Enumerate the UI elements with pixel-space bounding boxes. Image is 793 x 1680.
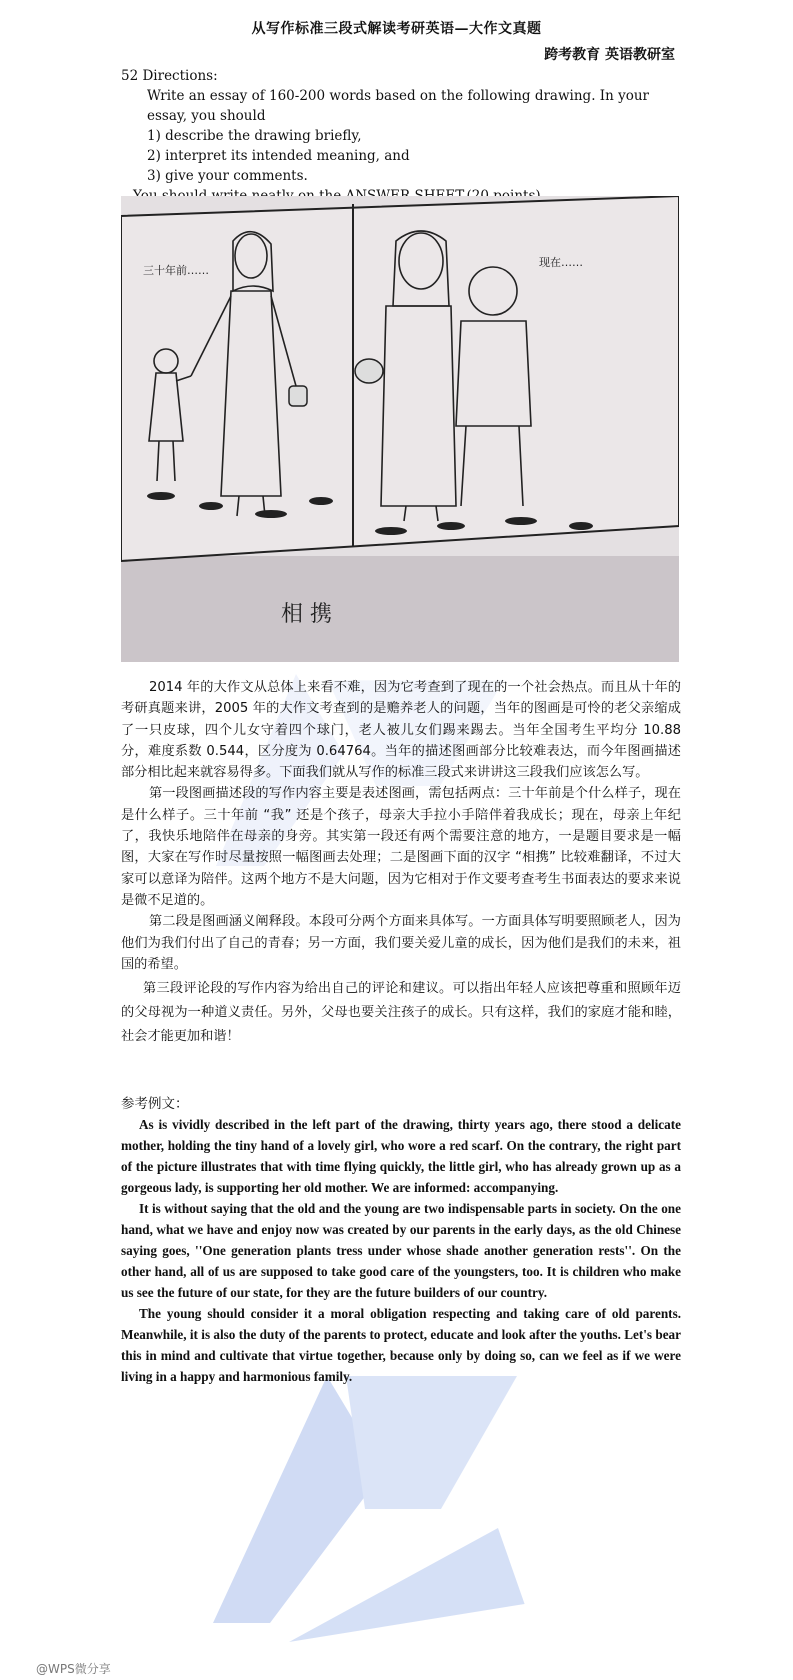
left-caption: 三十年前…… [143,264,209,277]
document-subtitle: 跨考教育 英语教研室 [544,47,675,63]
directions-item-2: 2) interpret its intended meaning, and [147,148,410,164]
directions-instruction: Write an essay of 160-200 words based on the following drawing. In your essay, you should [147,88,649,124]
directions-block [121,66,681,206]
handbag-icon [289,386,307,406]
directions-item-3: 3) give your comments. [147,168,308,184]
sample-essay-label: 参考例文： [121,1096,189,1112]
directions-heading: 52 Directions: [121,68,218,84]
analysis-paragraph-2: 第一段图画描述段的写作内容主要是表述图画，需包括两点：三十年前是个什么样子，现在是什么样子。三十年前 “我” 还是个孩子，母亲大手拉小手陪伴着我成长；现在，母亲上年纪了，我快乐地陪伴在母亲的身旁。其实第一段还有两个需要注意的地方，一是题目要求是一幅图，大家在写作时尽量按照一幅图画去处理；二是图画下面的汉字 “相携” 比较难翻译，不过大家可以意译为陪伴。这两个地方不是大问题，因为它相对于作文要考查考生书面表达的要求来说是微不足道的。 [121,786,681,908]
purse-icon [355,359,383,383]
wps-share-label: @WPS微分享 [36,1662,111,1676]
bottom-caption: 相 携 [281,602,332,627]
analysis-paragraph-1: 2014 年的大作文从总体上来看不难，因为它考查到了现在的一个社会热点。而且从十年的考研真题来讲，2005 年的大作文考查到的是赡养老人的问题，当年的图画是可怜的老父亲缩成了一只皮球，四个儿女守着四个球门，老人被儿女们踢来踢去。当年全国考生平均分 10.88 分，难度系数 0.544，区分度为 0.64764。当年的描述图画部分比较难表达，而今年图画描述部分相比起来就容易得多。下面我们就从写作的标准三段式来讲讲这三段我们应该怎么写。 [121,680,681,781]
sample-essay [121,1114,681,1387]
essay-paragraph-3: The young should consider it a moral obligation respecting and taking care of old parents. Meanwhile, it is also the duty of the parents to protect, educate and look after the youths. Let's bear this in mind and cultivate that virtue together, because only by doing so, can we feel as if we were living in a happy and harmonious family. [121,1306,681,1384]
analysis-section [121,677,681,1049]
document-title: 从写作标准三段式解读考研英语—大作文真题 [251,21,542,37]
analysis-paragraph-3: 第二段是图画涵义阐释段。本段可分两个方面来具体写。一方面具体写明要照顾老人，因为他们为我们付出了自己的青春；另一方面，我们要关爱儿童的成长，因为他们是我们的未来，祖国的希望。 [121,914,681,972]
essay-paragraph-2: It is without saying that the old and the young are two indispensable parts in society. On the one hand, what we have and enjoy now was created by our parents in the early days, as the old Chinese saying goes, ''One generation plants tress under whose shade another generation rests''. On the other hand, all of us are supposed to take good care of the youngsters, too. It is children who make us see the future of our state, for they are the future builders of our country. [121,1201,681,1300]
right-caption: 现在…… [539,256,583,269]
essay-paragraph-1: As is vividly described in the left part of the drawing, thirty years ago, there stood a delicate mother, holding the tiny hand of a lovely girl, who wore a red scarf. On the contrary, the right part of the picture illustrates that with time flying quickly, the little girl, who has already grown up as a gorgeous lady, is supporting her old mother. We are informed: accompanying. [121,1117,681,1195]
directions-item-1: 1) describe the drawing briefly, [147,128,362,144]
exam-drawing [121,196,679,662]
analysis-paragraph-4: 第三段评论段的写作内容为给出自己的评论和建议。可以指出年轻人应该把尊重和照顾年迈的父母视为一种道义责任。另外，父母也要关注孩子的成长。只有这样，我们的家庭才能和睦，社会才能更加和谐！ [121,981,681,1045]
